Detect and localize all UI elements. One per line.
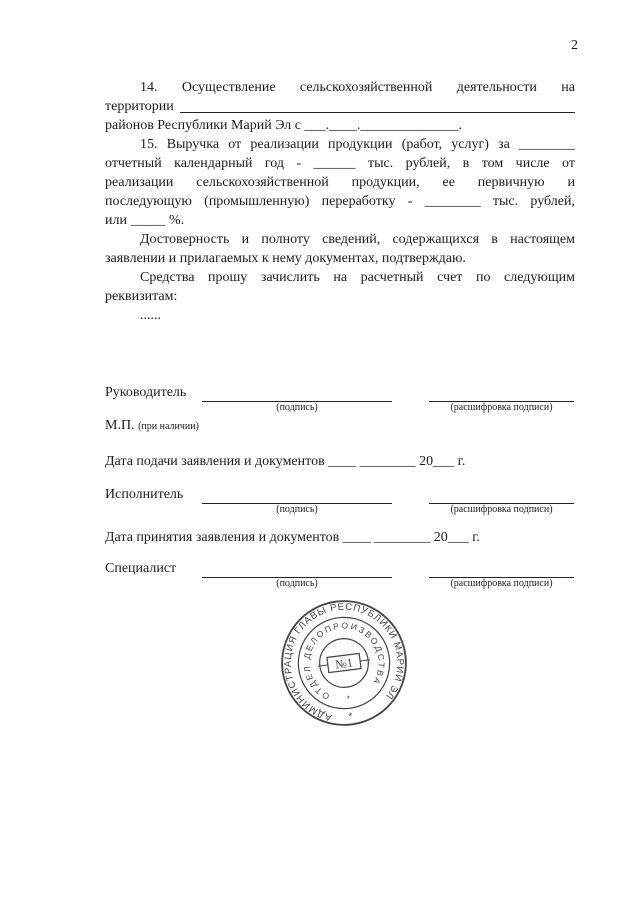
head-signature-row	[105, 383, 575, 414]
stamp-inner-text: ОТДЕЛ ДЕЛОПРОИЗВОДСТВА	[301, 620, 387, 702]
stamp-star-outer: *	[347, 711, 354, 723]
executor-fullname-cell	[429, 486, 574, 516]
credit-request-text: Средства прошу зачислить на расчетный счет по следующим реквизитам:	[105, 270, 575, 304]
para14-line1: 14. Осуществление сельскохозяйственной деятельности на	[140, 80, 575, 95]
para14-line2	[105, 97, 575, 116]
fullname-caption: (расшифровка подписи)	[450, 402, 553, 413]
stamp-star-inner: *	[346, 694, 351, 704]
seal-mark-row	[105, 416, 575, 436]
head-fullname-cell	[429, 384, 574, 414]
paragraph-14	[105, 78, 575, 135]
stamp-outer-text: АДМИНИСТРАЦИЯ ГЛАВЫ РЕСПУБЛИКИ МАРИЙ ЭЛ	[282, 601, 406, 723]
fullname-caption: (расшифровка подписи)	[450, 578, 553, 589]
signature-line	[429, 560, 574, 578]
specialist-signature-cell	[202, 560, 392, 590]
signature-line	[429, 384, 574, 402]
signature-caption: (подпись)	[276, 578, 318, 589]
seal-mark-note: (при наличии)	[138, 421, 199, 432]
signature-caption: (подпись)	[276, 504, 318, 515]
executor-signature-row	[105, 485, 575, 516]
para14-line3: районов Республики Марий Эл с ___.____.______________.	[105, 118, 462, 133]
seal-mark-label: М.П.	[105, 418, 135, 433]
stamp-number: №1	[334, 655, 354, 672]
page-number: 2	[571, 38, 578, 53]
head-signature-label: Руководитель	[105, 385, 187, 400]
date-acceptance-line: Дата принятия заявления и документов ____ ________ 20___ г.	[105, 530, 480, 545]
para15-line3: реализации сельскохозяйственной продукции, ее первичную и	[105, 175, 575, 190]
paragraph-15	[105, 135, 575, 230]
specialist-signature-label: Специалист	[105, 561, 177, 576]
fullname-caption: (расшифровка подписи)	[450, 504, 553, 515]
ellipsis-dots: ......	[140, 308, 161, 323]
para15-line2: отчетный календарный год - ______ тыс. рублей, в том числе от	[105, 156, 575, 171]
signature-line	[202, 560, 392, 578]
executor-signature-cell	[202, 486, 392, 516]
para15-line5: или _____ %.	[105, 213, 185, 228]
para15-line4: последующую (промышленную) переработку - ________ тыс. рублей,	[105, 194, 575, 209]
official-stamp	[273, 592, 415, 734]
para14-line2-label: территории	[105, 99, 174, 114]
signature-line	[429, 486, 574, 504]
fill-blank-line	[180, 112, 575, 113]
head-signature-cell	[202, 384, 392, 414]
specialist-fullname-cell	[429, 560, 574, 590]
para15-line1: 15. Выручка от реализации продукции (работ, услуг) за ________	[140, 137, 575, 152]
date-submission-line: Дата подачи заявления и документов ____ ________ 20___ г.	[105, 454, 466, 469]
signature-line	[202, 384, 392, 402]
signature-line	[202, 486, 392, 504]
specialist-signature-row	[105, 559, 575, 590]
signature-caption: (подпись)	[276, 402, 318, 413]
executor-signature-label: Исполнитель	[105, 487, 184, 502]
document-body	[105, 78, 575, 734]
confirmation-text: Достоверность и полноту сведений, содержащихся в настоящем заявлении и прилагаемых к нему документах, подтверждаю.	[105, 232, 575, 266]
